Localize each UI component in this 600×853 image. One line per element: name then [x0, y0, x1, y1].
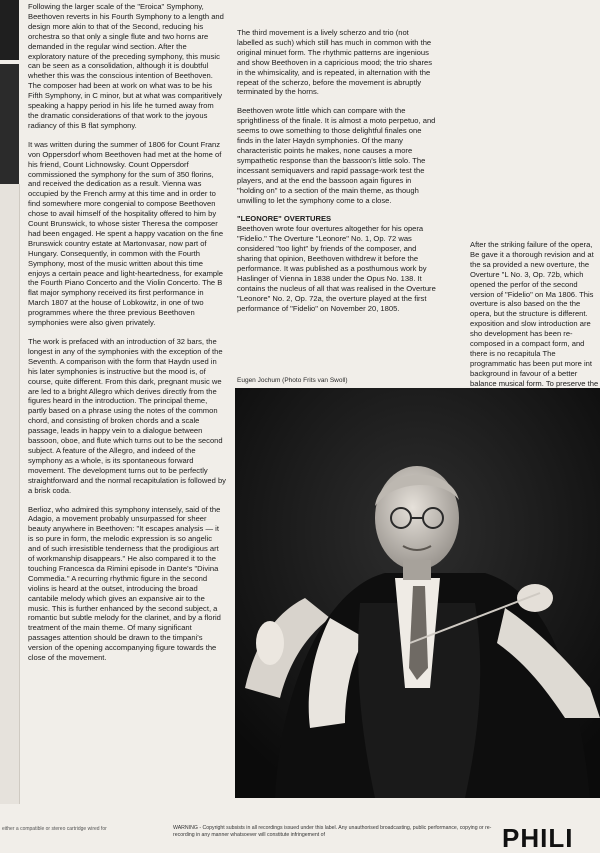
- conductor-photo: [235, 388, 600, 798]
- paragraph: Following the larger scale of the "Eroica" Symphony, Beethoven reverts in his Fourth Symphony to a length and design more akin to that of the Second, reducing his orchestra so that only a single flute and two horns are demanded in the regular wind section. After the exploratory nature of the preceding symphony, this music can be seen as a consolidation, although it is doubtful whether this was the conscious intention of Beethoven. The composer had been at work on what was to be his Fifth Symphony, in C minor, but at what was comparitively speaking a happy period in his life he turned away from the dramatic considerations of that work to the joyous radiancy of this B flat symphony.: [28, 2, 224, 130]
- paragraph: Beethoven wrote little which can compare with the sprightliness of the finale. It is almost a moto perpetuo, and seems to owe something to those delightful finales one finds in the later Haydn symphonies. Of the many characteristic points he makes, none causes a more sympathetic response than the bassoon's little solo. The incessant semiquavers and rapid passage-work test the players, and at the end the bassoon again figures in "holding on" to a section of the main theme, as though unwilling to let the symphony come to a close.: [237, 106, 436, 205]
- column-two: [237, 28, 437, 322]
- section-heading: "LEONORE" OVERTURES: [237, 214, 332, 224]
- paragraph: After the striking failure of the opera, Be gave it a thorough revision and at the sa provided a new overture, the Overture "L No. 3, Op. 72b, which opened the perfor of the second version of "Fidelio" on Ma 1806. This overture is also based on the the opera, but the structure is different. exposition and slow introduction are sho development has been re-composed in a compact form, and there is no recapitula The programmatic has been put more int background in favour of a better balance musical form. To preserve the: [470, 240, 599, 388]
- copyright-warning: WARNING - Copyright subsists in all recordings issued under this label. Any unauthorised broadcasting, public performance, copying or re-recording in any manner whatsoever will constitute infringement of: [173, 825, 492, 838]
- paragraph: It was written during the summer of 1806 for Count Franz von Oppersdorf whom Beethoven had met at the home of his friend, Count Lichnowsky. Count Oppersdorf commissioned the symphony for the sum of 350 florins, and received the dedication as a result. Vienna was occupied by the French army at this time and in order to find somewhere more congenial to compose Beethoven chose to avail himself of the hospitality offered to him by Count Brunswick, to whose sister Theresa the composer had been engaged. He spent a happy vacation on the fine Brunswick country estate at Martonvasar, now part of Hungary. Consequently, in common with the Fourth Symphony, most of the music written about this time enjoys a certain peace and light-heartedness, for example the Fourth Piano Concerto and the Violin Concerto. The B flat major symphony received its first performance in March 1807 at the house of Lobkowitz, in one of two programmes where the three previous Beethoven symphonies were also given privately.: [28, 139, 224, 328]
- paragraph: Beethoven wrote four overtures altogether for his opera "Fidelio." The Overture "Leonore" No. 1, Op. 72 was considered "too light" by friends of the composer, and sharing that opinion, Beethoven withdrew it before the performance. It was published as a posthumous work by Haslinger of Vienna in 1838 under the Opus No. 138. It contains the nucleus of all that was realised in the Overture "Leonore" No. 2, Op. 72a, the overture played at the first performance of "Fidelio" on November 20, 1805.: [237, 224, 436, 313]
- photo-caption: Eugen Jochum (Photo Frits van Swoll): [237, 377, 348, 384]
- paragraph: The work is prefaced with an introduction of 32 bars, the longest in any of the symphonies with the exception of the Seventh. A comparison with the form that Haydn used in his later symphonies is instructive but the mood is, of course, quite different. From this dark, pregnant music we are led to a bright Allegro which derives directly from the figures heard in the introduction. The principal theme, partly based on a phrase using the notes of the common chord, and consisting of broken chords and a scale passage, leads in happy vein to a dialogue between bassoon, oboe, and flute which turns out to be the second subject. A feature of the Allegro, and indeed of the symphony as a whole, is its spontaneous forward movement. The development turns out to be perfectly straightforward and the normal recapitulation is followed by a brisk coda.: [28, 337, 226, 495]
- paragraph: Berlioz, who admired this symphony intensely, said of the Adagio, a movement probably unsurpassed for sheer beauty anywhere in Beethoven: "It escapes analysis — it is so pure in form, the melodic expression is so angelic and of such irresistible tenderness that the prodigious art of workmanship disappears." He also compared it to the touching Francesca da Rimini episode in Dante's "Divina Commedia." A recurring rhythmic figure in the second violins is heard at the outset, introducing the broad cantabile melody which gives an expansive air to the music. This is further enhanced by the second subject, a romantic but subtle melody for the clarinet, and by a florid treatment of the main theme. Of many significant passages attention should be drawn to the timpani's version of the opening accompanying figure towards the close of the movement.: [28, 504, 221, 663]
- column-one: [28, 2, 226, 672]
- label-logo: PHILI: [502, 823, 574, 853]
- paragraph: The third movement is a lively scherzo and trio (not labelled as such) which still has much in common with the original minuet form. The rhythmic patterns are ingenious and show Beethoven in a capricious mood; the trio shares in the whimsicality, and is repeated, in alternation with the repeat of the scherzo, before the movement is abruptly terminated by the horns.: [237, 28, 433, 97]
- footer-left-note: either a compatible or stereo cartridge wired for: [2, 826, 107, 832]
- left-edge-light-strip: [0, 184, 20, 804]
- left-edge-photo-strip: [0, 64, 19, 184]
- left-edge-dark-strip: [0, 0, 19, 60]
